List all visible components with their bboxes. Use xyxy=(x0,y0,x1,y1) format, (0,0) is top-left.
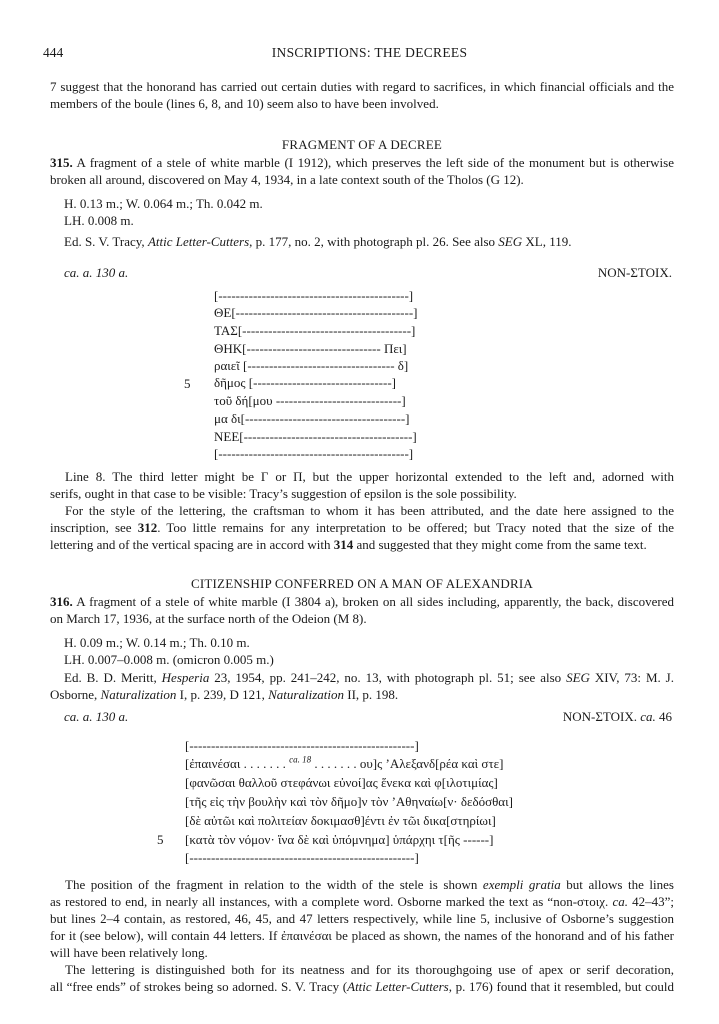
text-line: broken all around, discovered on May 4, 1934, in a late context south of the Tholos (G 12). xyxy=(50,172,524,187)
measurements-316 xyxy=(64,634,274,668)
inscription-line: [τῆς εἰς τὴν βουλὴν καὶ τὸν δῆμο]ν τὸν ’Αθηναίω[ν· δεδόσθαι] xyxy=(185,794,513,809)
date-315: ca. a. 130 a. xyxy=(64,265,129,280)
edition-315: Ed. S. V. Tracy, Attic Letter-Cutters, p. 177, no. 2, with photograph pl. 26. See also SEG XL, 119. xyxy=(64,234,572,249)
edition-316 xyxy=(50,669,674,703)
entry-316-description xyxy=(50,593,674,627)
measurements-315 xyxy=(64,195,263,229)
commentary-316 xyxy=(50,876,674,995)
page-number: 444 xyxy=(43,45,64,60)
inscription-line: [φανῶσαι θαλλοῦ στεφάνωι εὐνοί]ας ἕνεκα καὶ φ[ιλοτιμίας] xyxy=(185,775,498,790)
inscription-line: δῆμος [--------------------------------] xyxy=(214,375,396,390)
letter-height: LH. 0.007–0.008 m. (omicron 0.005 m.) xyxy=(64,652,274,667)
text-line: all “free ends” of strokes being so adorned. S. V. Tracy (Attic Letter-Cutters, p. 176) found that it resembled, but could xyxy=(50,979,675,994)
text-line: Line 8. The third letter might be Γ or Π, but the upper horizontal extended to the left and, adorned with xyxy=(65,469,674,484)
inscription-line: ραιεῖ [---------------------------------- δ] xyxy=(214,358,409,373)
dimensions: H. 0.13 m.; W. 0.064 m.; Th. 0.042 m. xyxy=(64,196,263,211)
text-line: Osborne, Naturalization I, p. 239, D 121, Naturalization II, p. 198. xyxy=(50,687,399,702)
letter-height: LH. 0.008 m. xyxy=(64,213,134,228)
inscription-line: ΝΕΕ[---------------------------------------] xyxy=(214,429,417,444)
stoichedon-note-316: NON-ΣΤΟΙΧ. ca. 46 xyxy=(562,709,672,724)
text-line: 316. A fragment of a stele of white marble (I 3804 a), broken on all sides including, apparently, the back, discovered xyxy=(50,594,674,609)
page-header xyxy=(0,44,719,62)
text-line: as restored to end, in nearly all instances, with a complete word. Osborne marked the text as “non-στοιχ. ca. 42–43”; xyxy=(50,894,674,909)
dimensions: H. 0.09 m.; W. 0.14 m.; Th. 0.10 m. xyxy=(64,635,250,650)
inscription-line: [ἐπαινέσαι . . . . . . . $^{ca. 18}$ . . . . . . . ου]ς ’Αλεξανδ[ρέα καὶ στε] xyxy=(185,754,504,771)
cross-reference: 312 xyxy=(137,520,158,535)
line-number: 5 xyxy=(184,376,191,391)
text-line: The lettering is distinguished both for its neatness and for its thoroughgoing use of apex or serif decoration, xyxy=(65,962,674,977)
text-line: For the style of the lettering, the craftsman to whom it has been attributed, and the date here assigned to the xyxy=(65,503,674,518)
cross-reference: 314 xyxy=(333,537,354,552)
text-line: serifs, ought in that case to be visible: Tracy’s suggestion of epsilon is the sole possibility. xyxy=(50,486,517,501)
text-line: for it (see below), will contain 44 letters. If ἐπαινέσαι be placed as shown, the names of the honorand and of his father xyxy=(50,928,674,943)
stoichedon-note-315: NON-ΣΤΟΙΧ. xyxy=(597,265,672,280)
text-line: lettering and of the vertical spacing are in accord with 314 and suggested that they might come from the same text. xyxy=(50,537,647,552)
line-number: 5 xyxy=(157,832,164,847)
inscription-line: ΤΑΣ[---------------------------------------] xyxy=(214,323,416,338)
text-line: will have been relatively long. xyxy=(50,945,208,960)
section-heading-316: CITIZENSHIP CONFERRED ON A MAN OF ALEXANDRIA xyxy=(190,576,533,591)
text-line: but lines 2–4 contain, as restored, 46, 45, and 47 letters respectively, while line 5, inclusive of Osborne’s suggestion xyxy=(50,911,674,926)
intro-paragraph xyxy=(50,78,674,112)
inscription-line: [--------------------------------------------] xyxy=(214,288,414,303)
entry-number: 315. xyxy=(50,155,73,170)
text-line: Ed. B. D. Meritt, Hesperia 23, 1954, pp. 241–242, no. 13, with photograph pl. 51; see also SEG XIV, 73: M. J. xyxy=(64,670,674,685)
inscription-line: ΘΗΚ[------------------------------- Πει] xyxy=(214,341,407,356)
inscription-line: ΘΕ[-----------------------------------------] xyxy=(214,305,418,320)
inscription-line: [----------------------------------------------------] xyxy=(185,738,419,753)
entry-number: 316. xyxy=(50,594,73,609)
text-line: The position of the fragment in relation to the width of the stele is shown exempli gratia but allows the lines xyxy=(65,877,674,892)
inscription-line: [δὲ αὐτῶι καὶ πολιτείαν δοκιμασθ]έντι ἐν τῶι δικα[στηρίωι] xyxy=(185,813,496,828)
text-line: members of the boule (lines 6, 8, and 10) seem also to have been involved. xyxy=(50,96,439,111)
text-line: inscription, see 312. Too little remains for any interpretation to be offered; but Tracy noted that the size of the xyxy=(50,520,674,535)
entry-315-description xyxy=(50,154,674,188)
inscription-line: [--------------------------------------------] xyxy=(214,446,414,461)
text-line: on March 17, 1936, at the surface north of the Odeion (M 8). xyxy=(50,611,367,626)
section-heading-315: FRAGMENT OF A DECREE xyxy=(281,137,443,152)
running-head: INSCRIPTIONS: THE DECREES xyxy=(271,45,468,60)
inscription-line: [----------------------------------------------------] xyxy=(185,850,419,865)
text-line: 7 suggest that the honorand has carried out certain duties with regard to sacrifices, in which financial officials and the xyxy=(50,79,674,94)
inscription-line: τοῦ δή[μου -----------------------------] xyxy=(214,393,406,408)
commentary-315 xyxy=(50,468,674,553)
inscription-line: [κατὰ τὸν νόμον· ἵνα δὲ καὶ ὑπόμνημα] ὑπάρχηι τ[ῆς ------] xyxy=(185,832,494,847)
inscription-line: μα δι[-------------------------------------] xyxy=(214,411,410,426)
date-316: ca. a. 130 a. xyxy=(64,709,129,724)
text-line: 315. A fragment of a stele of white marble (I 1912), which preserves the left side of the monument but is otherwise xyxy=(50,155,674,170)
